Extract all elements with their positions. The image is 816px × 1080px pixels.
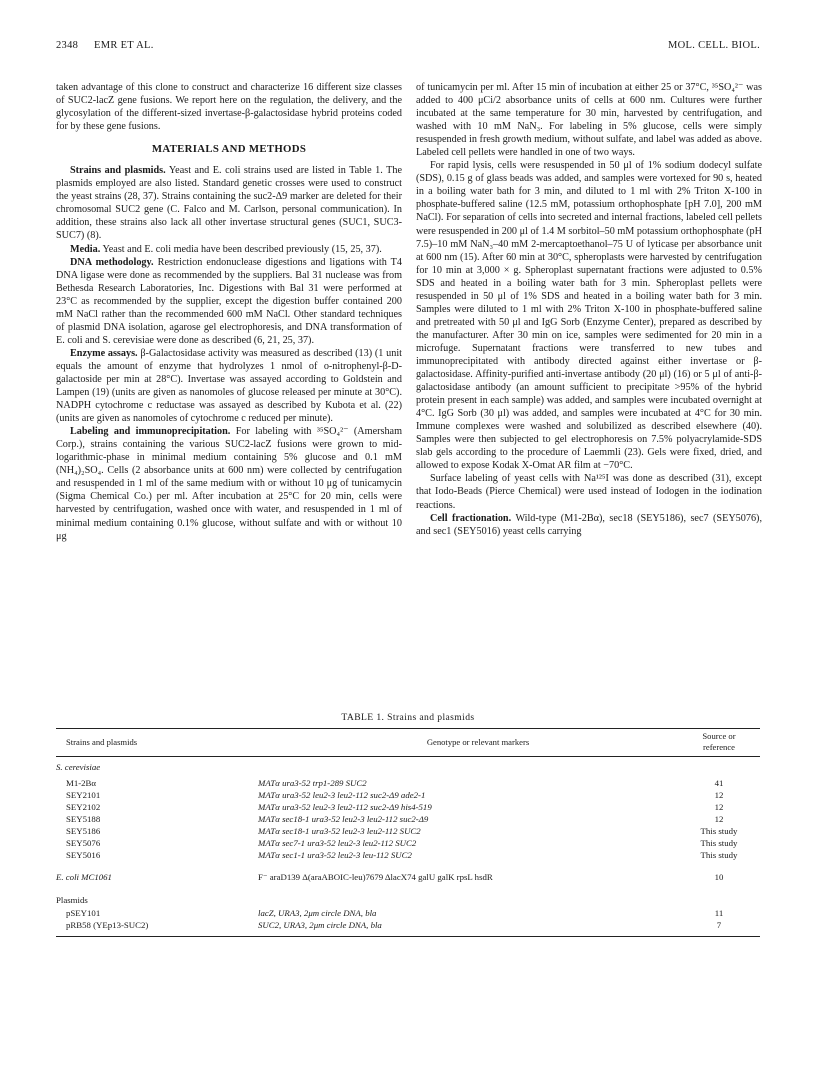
source: 12 — [714, 802, 724, 812]
genotype: MATα sec1-1 ura3-52 leu2-3 leu-112 SUC2 — [258, 850, 412, 860]
dna-heading: DNA methodology. — [70, 256, 154, 268]
table-row — [56, 908, 760, 919]
cell-fractionation-paragraph — [416, 512, 762, 538]
source: This study — [700, 826, 738, 836]
genotype: MATα ura3-52 leu2-3 leu2-112 suc2-Δ9 his4-519 — [258, 802, 432, 812]
media-paragraph — [56, 243, 402, 256]
table-row — [56, 778, 760, 789]
group-label: S. cerevisiae — [56, 762, 101, 772]
source: 11 — [714, 908, 724, 918]
table-header-source: Source or — [702, 731, 736, 741]
dna-text: Restriction endonuclease digestions and ligations with T4 DNA ligase were done as recommended by the suppliers. Bal 31 nuclease was from Bethesda Research Laboratories, Inc. Digestions with Bal 31 were performed at 23°C as recommended by the supplier, except the digestion buffer contained 200 mM NaCl rather than the recommended 600 mM NaCl. Other standard techniques of plasmid DNA isolation, agarose gel electrophoresis, and DNA transformation of E. coli and S. cerevisiae were done as described (6, 21, 25, 37). — [56, 256, 402, 346]
running-header — [56, 40, 760, 54]
source: 12 — [714, 814, 724, 824]
media-text: Yeast and E. coli media have been described previously (15, 25, 37). — [100, 243, 382, 255]
source: 41 — [714, 778, 724, 788]
table-header-genotype: Genotype or relevant markers — [426, 737, 530, 747]
table-row — [56, 802, 760, 813]
journal-name: MOL. CELL. BIOL. — [668, 40, 760, 51]
table-row — [56, 850, 760, 861]
cell-fractionation-heading: Cell fractionation. — [430, 512, 512, 524]
table-row — [56, 790, 760, 801]
strain-name: SEY5016 — [66, 850, 101, 860]
media-heading: Media. — [70, 243, 101, 255]
source: 10 — [714, 872, 724, 882]
enzyme-paragraph — [56, 347, 402, 425]
enzyme-text: β-Galactosidase activity was measured as described (13) (1 unit equals the amount of enzyme that hydrolyzes 1 nmol of o-nitrophenyl-β-D-galactoside per min at 28°C). Invertase was assayed according to Goldstein and Lampen (19) (units are given as nanomoles of glucose released per minute at 30°C). NADPH cytochrome c reductase was assayed as described by Kubota et al. (22) (units are given as nanomoles of cytochrome c reduced per minute). — [56, 347, 403, 425]
genotype: MATα sec7-1 ura3-52 leu2-3 leu2-112 SUC2 — [258, 838, 417, 848]
labeling-heading: Labeling and immunoprecipitation. — [70, 426, 231, 438]
tunicamycin-paragraph: of tunicamycin per ml. After 15 min of incubation at either 25 or 37°C, ³⁵SO₄²⁻ was added to 400 μCi/2 absorbance units of cells at 600 nm. Cultures were further incubated at the same temperature for 30 min, harvested by centrifugation, and washed with 10 mM NaN₃. For labeling in 5% glucose, cells were simply resuspended in fresh growth medium, without sulfate, and label was added as above. Labeled cell pellets were handled in one of two ways. — [416, 82, 762, 159]
strain-name: M1-2Bα — [66, 778, 97, 788]
table-row — [56, 814, 760, 825]
right-column — [416, 81, 762, 538]
table-row — [56, 826, 760, 837]
genotype: MATα ura3-52 trp1-289 SUC2 — [258, 778, 367, 788]
strain-name: SEY2101 — [66, 790, 101, 800]
genotype: SUC2, URA3, 2μm circle DNA, bla — [258, 920, 382, 930]
plasmid-name: pRB58 (YEp13-SUC2) — [66, 920, 149, 930]
section-title: MATERIALS AND METHODS — [151, 143, 307, 156]
table-header-rule — [56, 756, 760, 757]
strain-name: SEY2102 — [66, 802, 101, 812]
table-title: TABLE 1. Strains and plasmids — [341, 712, 475, 723]
genotype: F⁻ araD139 Δ(araABOIC-leu)7679 ΔlacX74 galU galK rpsL hsdR — [258, 872, 493, 882]
left-column — [56, 81, 402, 543]
genotype: MATα sec18-1 ura3-52 leu2-3 leu2-112 suc2-Δ9 — [258, 814, 429, 824]
table-group-plasmids — [56, 895, 760, 906]
dna-paragraph — [56, 256, 402, 347]
strains-text: Yeast and E. coli strains used are listed in Table 1. The plasmids employed are also listed. Standard genetic crosses were used to construct the yeast strains (28, 37). Strains containing the suc2-Δ9 marker are deleted for their chromosomal SUC2 gene (C. Falco and M. Carlson, personal communication). In addition, these strains also lack all other invertase structural genes (SUC1, SUC3-SUC7) (8). — [56, 165, 402, 242]
strain-name: E. coli MC1061 — [56, 872, 112, 882]
table-header-reference: reference — [703, 742, 735, 752]
table-row — [56, 920, 760, 931]
strain-name: SEY5076 — [66, 838, 101, 848]
plasmid-name: pSEY101 — [66, 908, 101, 918]
lysis-paragraph: For rapid lysis, cells were resuspended in 50 μl of 1% sodium dodecyl sulfate (SDS), 0.15 g of glass beads was added, and samples were vortexed for 90 s, heated in a boiling water bath for 3 min, and diluted to 1 ml with 2% Triton X-100 in phosphate-buffered saline (12.5 mM, potassium orthophosphate [pH 7.0], 200 mM NaCl). For separation of cells into secreted and internal fractions, labeled cell pellets were resuspended in 200 μl of 1.4 M sorbitol–50 mM potassium orthophosphate (pH 7.5)–10 mM NaN₃–40 mM 2-mercaptoethanol–75 U of lyticase per absorbance unit at 600 nm (15). After 60 min at 30°C, spheroplasts were harvested by centrifugation for 10 min at 3,000 × g. Spheroplast supernatant fractions were adjusted to 0.5% SDS and heated in a boiling water bath for 3 min. Spheroplast pellets were resuspended in 50 μl of 1% SDS and heated in a boiling water bath for 3 min. Samples were diluted to 1 ml with 2% Triton X-100 in phosphate-buffered saline and pretreated with 50 μl and IgG Sorb (Enzyme Center), prepared as described by the manufacturer. After 30 min on ice, samples were sedimented for 20 min in a microfuge. Supernatant fractions were transferred to new tubes and immunoprecipitated with antibody directed against either invertase or β-galactosidase. Affinity-purified anti-invertase antibody (20 μl) (16) or 5 μl of anti-β-galactosidase antibody (an amount sufficient to precipitate >95% of the hybrid protein present in each sample) was added, and samples were incubated overnight at 4°C. IgG Sorb (30 μl) was added, and samples were incubated at 4°C for 30 min. Immune complexes were washed and solubilized as described elsewhere (40). Samples were then subjected to gel electrophoresis on 7.5% polyacrylamide-SDS slab gels according to the procedure of Laemmli (23). Gels were fixed, dried, and allowed to expose Kodak X-Omat AR film at −70°C. — [416, 160, 762, 472]
labeling-text: For labeling with ³⁵SO₄²⁻ (Amersham Corp.), strains containing the various SUC2-lacZ fusions were grown to mid-logarithmic-phase in minimal medium containing 5% glucose and 0.1 mM (NH₄)₂SO₄. Cells (2 absorbance units at 600 nm) were collected by centrifugation and resuspended in 1 ml of the same medium with or without 10 μg of tunicamycin (Sigma Chemical Co.) per ml. After incubation at 25°C for 20 min, cells were harvested by centrifugation, washed once with water, and resuspended in 1 ml of minimal medium containing 0.1% glucose, without sulfate and with or without 10 μg — [56, 426, 402, 542]
source: 7 — [716, 920, 722, 930]
table-row — [56, 838, 760, 849]
strains-heading: Strains and plasmids. — [70, 165, 166, 177]
strain-name: SEY5186 — [66, 826, 101, 836]
table-bottom-rule — [56, 936, 760, 937]
genotype: MATα ura3-52 leu2-3 leu2-112 suc2-Δ9 ade2-1 — [258, 790, 426, 800]
genotype: lacZ, URA3, 2μm circle DNA, bla — [258, 908, 377, 918]
strains-paragraph — [56, 164, 402, 242]
page-number: 2348 — [56, 40, 79, 51]
table-top-rule — [56, 728, 760, 729]
surface-labeling-paragraph: Surface labeling of yeast cells with Na¹²⁵I was done as described (31), except that Iodo-Beads (Pierce Chemical) were used instead of Iodogen in the iodination reactions. — [416, 473, 762, 511]
source: 12 — [714, 790, 724, 800]
group-label: Plasmids — [56, 895, 88, 905]
source: This study — [700, 850, 738, 860]
cell-fractionation-text: Wild-type (M1-2Bα), sec18 (SEY5186), sec7 (SEY5076), and sec1 (SEY5016) yeast cells carrying — [416, 512, 762, 537]
enzyme-heading: Enzyme assays. — [70, 347, 138, 359]
running-authors: EMR ET AL. — [94, 40, 154, 51]
genotype: MATα sec18-1 ura3-52 leu2-3 leu2-112 SUC2 — [258, 826, 421, 836]
source: This study — [700, 838, 738, 848]
intro-paragraph: taken advantage of this clone to construct and characterize 16 different size classes of SUC2-lacZ gene fusions. We report here on the regulation, the delivery, and the glycosylation of the different-sized invertase-β-galactosidase hybrid proteins coded for by these gene fusions. — [56, 82, 402, 133]
strain-name: SEY5188 — [66, 814, 101, 824]
table-row-ecoli — [56, 872, 760, 883]
table-header-strains: Strains and plasmids — [66, 737, 138, 747]
table-group-yeast — [56, 762, 760, 773]
labeling-paragraph — [56, 425, 402, 542]
